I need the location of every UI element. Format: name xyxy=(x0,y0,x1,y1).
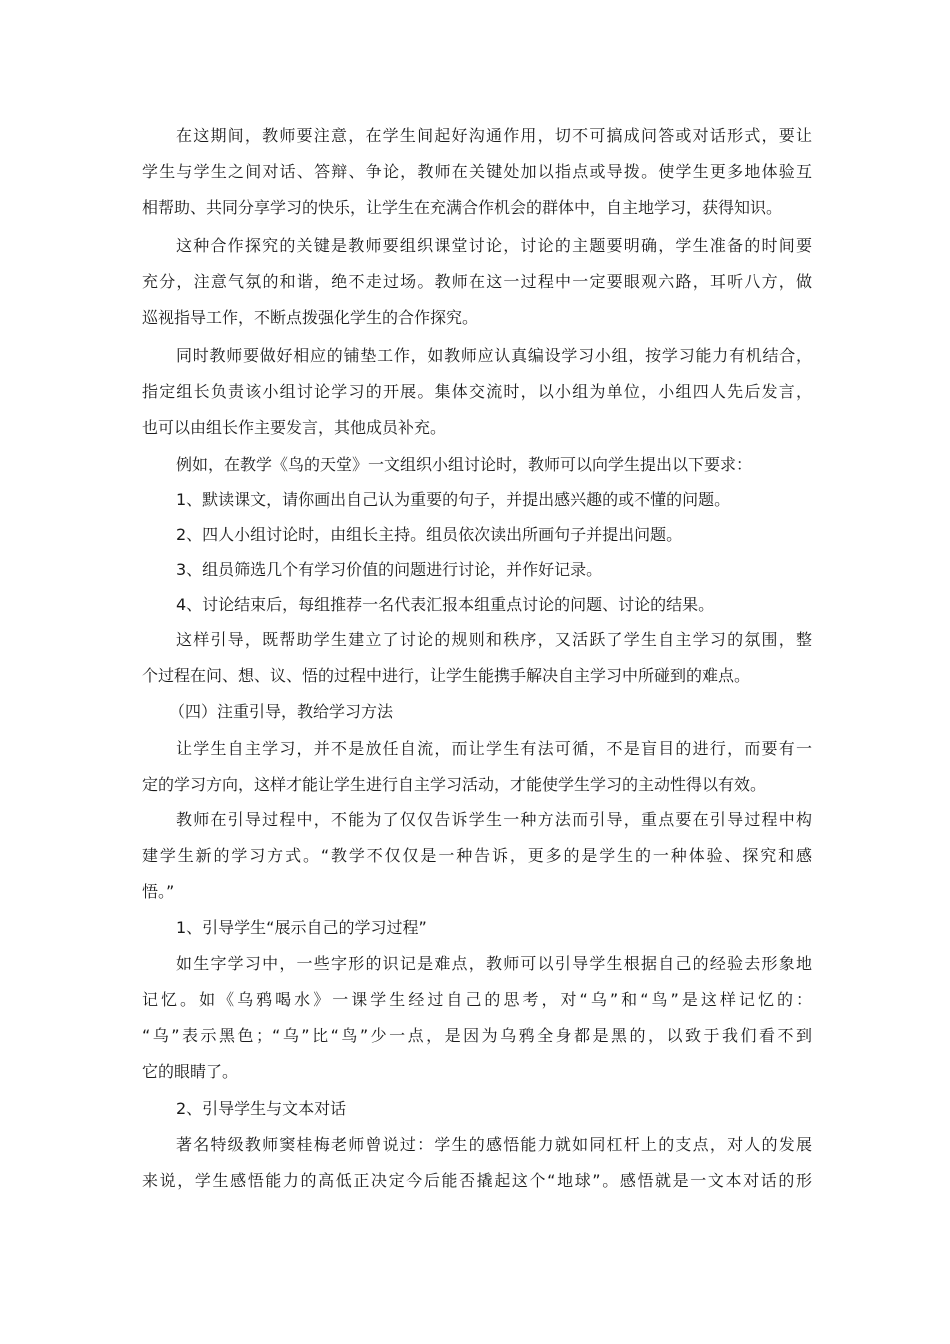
text-line: 1、默读课文，请你画出自己认为重要的句子，并提出感兴趣的或不懂的问题。 xyxy=(176,490,731,509)
list-item-3 xyxy=(142,552,812,588)
text-line: 巡视指导工作，不断点拨强化学生的合作探究。 xyxy=(142,308,479,327)
text-line: 记忆。如《乌鸦喝水》一课学生经过自己的思考，对“乌”和“鸟”是这样记忆的： xyxy=(142,990,812,1009)
text-line: 3、组员筛选几个有学习价值的问题进行讨论，并作好记录。 xyxy=(176,560,603,579)
text-line: 2、四人小组讨论时，由组长主持。组员依次读出所画句子并提出问题。 xyxy=(176,525,683,544)
paragraph-self-study xyxy=(142,731,812,803)
text-line: 2、引导学生与文本对话 xyxy=(176,1099,347,1118)
text-line: 也可以由组长作主要发言，其他成员补充。 xyxy=(142,418,447,437)
subheading-2 xyxy=(142,1091,812,1127)
paragraph-discussion-key xyxy=(142,228,812,336)
text-line: 教师在引导过程中，不能为了仅仅告诉学生一种方法而引导，重点要在引导过程中构 xyxy=(176,810,812,829)
text-line: 建学生新的学习方式。“教学不仅仅是一种告诉，更多的是学生的一种体验、探究和感 xyxy=(142,846,812,865)
paragraph-guidance-effect xyxy=(142,622,812,694)
text-line: 指定组长负责该小组讨论学习的开展。集体交流时，以小组为单位，小组四人先后发言， xyxy=(142,382,812,401)
text-line: 在这期间，教师要注意，在学生间起好沟通作用，切不可搞成问答或对话形式，要让 xyxy=(176,126,812,145)
section-heading-four xyxy=(142,694,812,730)
paragraph-cooperation-period xyxy=(142,118,812,226)
text-line: 1、引导学生“展示自己的学习过程” xyxy=(176,918,427,937)
text-line: 让学生自主学习，并不是放任自流，而让学生有法可循，不是盲目的进行，而要有一 xyxy=(176,739,812,758)
paragraph-teacher-guidance xyxy=(142,802,812,910)
text-line: 它的眼睛了。 xyxy=(142,1062,239,1081)
text-line: 充分，注意气氛的和谐，绝不走过场。教师在这一过程中一定要眼观六路，耳听八方，做 xyxy=(142,272,812,291)
text-line: 相帮助、共同分享学习的快乐，让学生在充满合作机会的群体中，自主地学习，获得知识。 xyxy=(142,198,783,217)
text-line: “乌”表示黑色；“乌”比“鸟”少一点，是因为乌鸦全身都是黑的，以致于我们看不到 xyxy=(142,1026,812,1045)
text-line: 这种合作探究的关键是教师要组织课堂讨论，讨论的主题要明确，学生准备的时间要 xyxy=(176,236,812,255)
text-line: 学生与学生之间对话、答辩、争论，教师在关键处加以指点或导拨。使学生更多地体验互 xyxy=(142,162,812,181)
list-item-2 xyxy=(142,517,812,553)
paragraph-character-learning xyxy=(142,946,812,1090)
text-line: 著名特级教师窦桂梅老师曾说过：学生的感悟能力就如同杠杆上的支点，对人的发展 xyxy=(176,1135,812,1154)
subheading-1 xyxy=(142,910,812,946)
list-item-4 xyxy=(142,587,812,623)
list-item-1 xyxy=(142,482,812,518)
text-line: 个过程在问、想、议、悟的过程中进行，让学生能携手解决自主学习中所碰到的难点。 xyxy=(142,666,751,685)
paragraph-perception xyxy=(142,1127,812,1199)
text-line: 同时教师要做好相应的铺垫工作，如教师应认真编设学习小组，按学习能力有机结合， xyxy=(176,346,812,365)
text-line: 4、讨论结束后，每组推荐一名代表汇报本组重点讨论的问题、讨论的结果。 xyxy=(176,595,715,614)
text-line: （四）注重引导，教给学习方法 xyxy=(169,702,394,721)
text-line: 悟。” xyxy=(142,882,175,901)
text-line: 这样引导，既帮助学生建立了讨论的规则和秩序，又活跃了学生自主学习的氛围，整 xyxy=(176,630,812,649)
paragraph-example xyxy=(142,447,812,483)
text-line: 来说，学生感悟能力的高低正决定今后能否撬起这个“地球”。感悟就是一文本对话的形 xyxy=(142,1171,812,1190)
paragraph-groundwork xyxy=(142,338,812,446)
text-line: 例如，在教学《鸟的天堂》一文组织小组讨论时，教师可以向学生提出以下要求： xyxy=(176,455,753,474)
text-line: 如生字学习中，一些字形的识记是难点，教师可以引导学生根据自己的经验去形象地 xyxy=(176,954,812,973)
text-line: 定的学习方向，这样才能让学生进行自主学习活动，才能使学生学习的主动性得以有效。 xyxy=(142,775,767,794)
